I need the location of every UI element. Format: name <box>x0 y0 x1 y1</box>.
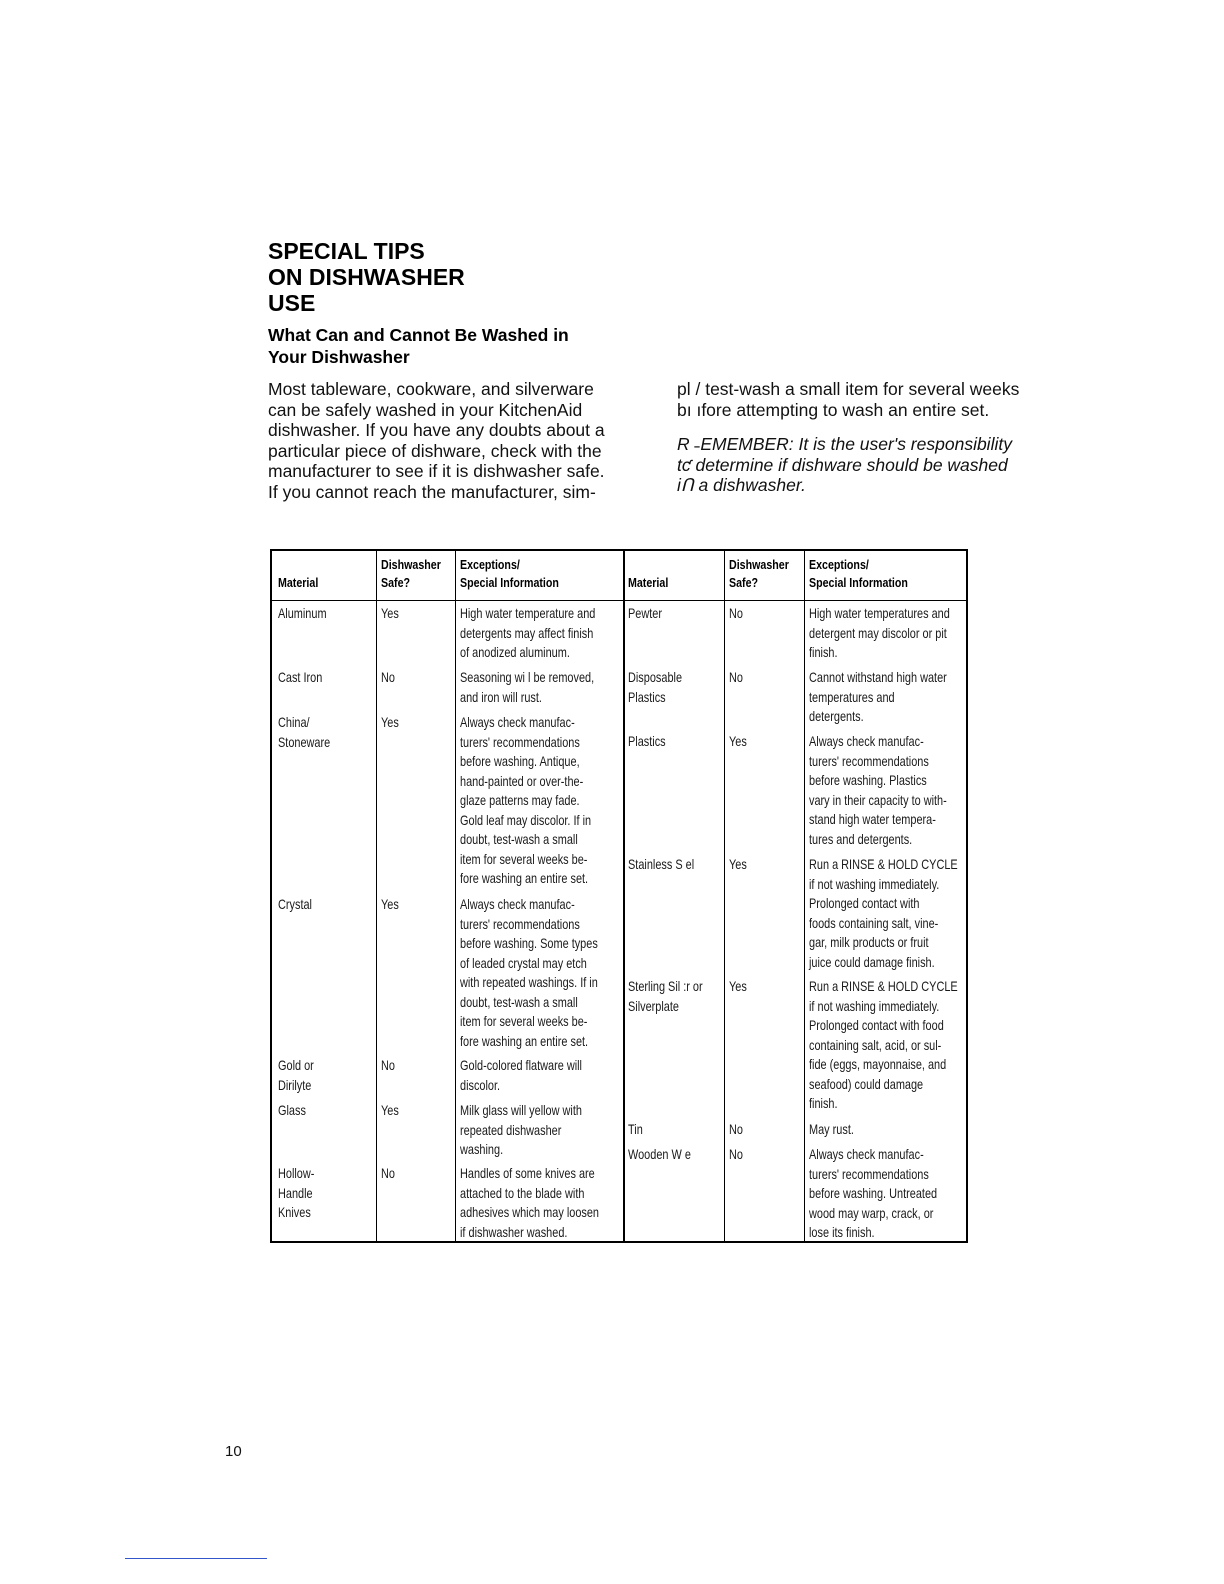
exceptions-cell-line: of anodized aluminum. <box>460 644 570 660</box>
intro-line: dishwasher. If you have any doubts about a <box>268 420 605 440</box>
material-cell-line: Plastics <box>628 733 666 749</box>
header-line: Dishwasher <box>729 557 789 572</box>
exceptions-cell-line: of leaded crystal may etch <box>460 954 587 971</box>
exceptions-cell-line: turers' recommendations <box>809 752 929 769</box>
exceptions-cell-line: if not washing immediately. <box>809 875 940 892</box>
material-cell <box>278 1101 306 1121</box>
material-cell-line: Pewter <box>628 605 662 621</box>
dishwasher-safe-cell: Yes <box>381 714 399 730</box>
column-divider <box>376 551 377 1241</box>
exceptions-cell-line: juice could damage finish. <box>809 953 935 970</box>
exceptions-cell <box>809 977 958 1114</box>
material-cell-line: Gold or <box>278 1057 314 1073</box>
exceptions-cell-line: detergents may affect finish <box>460 624 594 641</box>
exceptions-cell-line: seafood) could damage <box>809 1075 924 1092</box>
exceptions-cell-line: turers' recommendations <box>460 733 580 750</box>
exceptions-cell-line: fore washing an entire set. <box>460 1032 589 1049</box>
exceptions-cell <box>460 713 591 889</box>
exceptions-cell-line: May rust. <box>809 1121 854 1137</box>
material-cell <box>628 977 703 1016</box>
column-divider <box>724 551 725 1241</box>
exceptions-cell-line: Run a RINSE & HOLD CYCLE <box>809 978 958 994</box>
exceptions-cell-line: fide (eggs, mayonnaise, and <box>809 1056 947 1072</box>
dishwasher-safe-cell: No <box>381 1057 395 1073</box>
header-line: Special Information <box>460 575 559 590</box>
exceptions-cell-line: wood may warp, crack, or <box>809 1204 934 1221</box>
exceptions-cell-line: stand high water tempera- <box>809 811 936 827</box>
material-cell <box>628 604 662 624</box>
dishwasher-safe-cell: Yes <box>729 733 747 749</box>
remember-note <box>677 434 1077 496</box>
exceptions-cell-line: Run a RINSE & HOLD CYCLE <box>809 856 958 872</box>
material-cell <box>628 668 682 707</box>
page-title <box>268 238 608 316</box>
material-cell-line: Knives <box>278 1204 311 1220</box>
exceptions-cell <box>809 1145 937 1243</box>
intro-paragraph <box>268 379 658 502</box>
exceptions-cell-line: Gold leaf may discolor. If in <box>460 811 592 828</box>
exceptions-cell-line: Always check manufac- <box>809 1146 924 1162</box>
exceptions-cell-line: adhesives which may loosen <box>460 1204 600 1220</box>
exceptions-cell-line: hand-painted or over-the- <box>460 772 584 789</box>
material-cell-line: Handle <box>278 1184 313 1201</box>
exceptions-cell-line: detergents. <box>809 708 864 724</box>
page-title-line: SPECIAL TIPS <box>268 238 425 264</box>
header-line: Exceptions/ <box>460 557 520 572</box>
material-cell-line: Crystal <box>278 896 312 912</box>
exceptions-cell <box>460 604 595 663</box>
exceptions-cell-line: vary in their capacity to with- <box>809 791 947 808</box>
material-cell <box>628 1145 691 1165</box>
exceptions-cell-line: foods containing salt, vine- <box>809 914 939 931</box>
dishwasher-safe-cell: No <box>729 1146 743 1162</box>
remember-line: R ˗EMEMBER: It is the user's responsibility <box>677 434 1012 454</box>
remember-line: tƈ determine if dishware should be washed <box>677 454 1008 475</box>
material-cell <box>278 668 322 688</box>
exceptions-cell-line: Always check manufac- <box>809 733 924 749</box>
intro-line: If you cannot reach the manufacturer, sim- <box>268 481 596 502</box>
material-cell-line: Dirilyte <box>278 1076 312 1093</box>
header-line: Special Information <box>809 575 908 590</box>
exceptions-cell <box>809 1120 854 1140</box>
exceptions-cell-line: item for several weeks be- <box>460 1013 588 1029</box>
dishwasher-safe-cell: No <box>729 669 743 685</box>
header-material: Material <box>628 575 669 590</box>
exceptions-cell-line: Gold-colored flatware will <box>460 1057 582 1073</box>
material-cell-line: Stainless S el <box>628 856 695 872</box>
exceptions-cell <box>460 1101 582 1160</box>
exceptions-cell-line: gar, milk products or fruit <box>809 934 929 950</box>
intro-line: can be safely washed in your KitchenAid <box>268 399 583 420</box>
material-cell-line: Tin <box>628 1121 643 1137</box>
column-divider <box>804 551 805 1241</box>
exceptions-cell-line: and iron will rust. <box>460 688 542 705</box>
material-cell-line: Cast Iron <box>278 669 323 685</box>
dishwasher-safe-cell: Yes <box>381 896 399 912</box>
exceptions-cell-line: Milk glass will yellow with <box>460 1102 582 1118</box>
subheading-line: Your Dishwasher <box>268 347 410 367</box>
exceptions-cell-line: with repeated washings. If in <box>460 974 598 990</box>
exceptions-cell-line: lose its finish. <box>809 1224 875 1240</box>
material-cell <box>628 732 666 752</box>
section-subheading <box>268 324 648 368</box>
exceptions-cell-line: finish. <box>809 644 838 660</box>
header-line: Dishwasher <box>381 557 441 572</box>
header-material: Material <box>278 575 319 590</box>
dishwasher-safe-cell: Yes <box>729 856 747 872</box>
material-cell <box>278 604 327 624</box>
exceptions-cell-line: Handles of some knives are <box>460 1165 595 1181</box>
exceptions-cell-line: detergent may discolor or pit <box>809 624 947 641</box>
exceptions-cell-line: item for several weeks be- <box>460 850 588 867</box>
intro-line: particular piece of dishware, check with the <box>268 440 602 461</box>
subheading-line: What Can and Cannot Be Washed in <box>268 325 569 345</box>
exceptions-cell-line: before washing. Some types <box>460 935 598 951</box>
exceptions-cell <box>460 1056 582 1095</box>
material-cell-line: China/ <box>278 714 310 730</box>
exceptions-cell-line: fore washing an entire set. <box>460 870 589 886</box>
exceptions-cell-line: Always check manufac- <box>460 714 575 730</box>
column-divider <box>455 551 456 1241</box>
header-line: Exceptions/ <box>809 557 869 572</box>
exceptions-cell-line: if not washing immediately. <box>809 997 940 1014</box>
header-dishwasher-safe <box>381 556 441 592</box>
exceptions-cell-line: High water temperature and <box>460 605 596 621</box>
dishwasher-safe-cell: No <box>381 1165 395 1181</box>
exceptions-cell-line: Cannot withstand high water <box>809 669 947 685</box>
exceptions-cell-line: Seasoning wi l be removed, <box>460 669 595 685</box>
intro-line: pl / test-wash a small item for several weeks <box>677 379 1020 399</box>
exceptions-cell-line: containing salt, acid, or sul- <box>809 1036 942 1053</box>
header-divider <box>272 600 966 601</box>
material-cell <box>278 1164 314 1223</box>
footer-rule <box>125 1558 267 1559</box>
exceptions-cell-line: glaze patterns may fade. <box>460 792 580 808</box>
material-cell <box>278 1056 314 1095</box>
header-line: Safe? <box>729 575 759 590</box>
page-title-line: USE <box>268 290 316 316</box>
intro-line: bı ıfore attempting to wash an entire set. <box>677 399 990 420</box>
exceptions-cell <box>809 668 947 727</box>
material-cell <box>278 895 312 915</box>
page-number: 10 <box>225 1443 242 1460</box>
column-divider <box>623 551 625 1241</box>
dishwasher-safe-cell: Yes <box>381 1102 399 1118</box>
exceptions-cell <box>460 895 598 1051</box>
material-cell-line: Glass <box>278 1102 306 1118</box>
dishwasher-safe-cell: Yes <box>729 978 747 994</box>
exceptions-cell-line: repeated dishwasher <box>460 1121 562 1138</box>
exceptions-cell-line: attached to the blade with <box>460 1184 585 1201</box>
exceptions-cell-line: Prolonged contact with food <box>809 1017 944 1033</box>
header-exceptions <box>809 556 908 592</box>
material-cell-line: Sterling Sil :r or <box>628 978 703 994</box>
material-cell <box>628 1120 643 1140</box>
exceptions-cell-line: discolor. <box>460 1076 501 1093</box>
material-cell <box>628 855 694 875</box>
exceptions-cell-line: washing. <box>460 1141 504 1157</box>
material-cell-line: Silverplate <box>628 997 679 1014</box>
header-dishwasher-safe <box>729 556 789 592</box>
exceptions-cell-line: before washing. Antique, <box>460 753 580 769</box>
material-cell-line: Wooden W e <box>628 1146 691 1162</box>
exceptions-cell-line: before washing. Untreated <box>809 1185 938 1201</box>
header-line: Safe? <box>381 575 411 590</box>
exceptions-cell-line: doubt, test-wash a small <box>460 993 578 1010</box>
exceptions-cell <box>460 668 594 707</box>
dishware-table <box>270 549 968 1243</box>
material-cell-line: Disposable <box>628 669 683 685</box>
intro-line: manufacturer to see if it is dishwasher safe. <box>268 461 605 481</box>
exceptions-cell <box>809 855 958 972</box>
dishwasher-safe-cell: No <box>729 1121 743 1137</box>
page-title-line: ON DISHWASHER <box>268 264 465 290</box>
material-cell-line: Plastics <box>628 688 666 705</box>
exceptions-cell-line: turers' recommendations <box>460 915 580 932</box>
exceptions-cell <box>460 1164 599 1242</box>
exceptions-cell-line: turers' recommendations <box>809 1165 929 1182</box>
exceptions-cell-line: if dishwasher washed. <box>460 1223 568 1240</box>
exceptions-cell-line: Always check manufac- <box>460 896 575 912</box>
material-cell-line: Stoneware <box>278 733 331 750</box>
exceptions-cell <box>809 732 947 849</box>
intro-continued <box>677 379 1077 420</box>
exceptions-cell <box>809 604 950 663</box>
exceptions-cell-line: before washing. Plastics <box>809 772 927 788</box>
material-cell-line: Aluminum <box>278 605 327 621</box>
exceptions-cell-line: Prolonged contact with <box>809 895 920 911</box>
exceptions-cell-line: temperatures and <box>809 688 895 705</box>
remember-line: iՈ a dishwasher. <box>677 475 806 495</box>
header-exceptions <box>460 556 559 592</box>
exceptions-cell-line: doubt, test-wash a small <box>460 831 578 847</box>
exceptions-cell-line: finish. <box>809 1095 838 1111</box>
material-cell <box>278 713 330 752</box>
material-cell-line: Hollow- <box>278 1165 315 1181</box>
exceptions-cell-line: tures and detergents. <box>809 830 913 847</box>
dishwasher-safe-cell: No <box>381 669 395 685</box>
intro-line: Most tableware, cookware, and silverware <box>268 379 594 399</box>
dishwasher-safe-cell: No <box>729 605 743 621</box>
dishwasher-safe-cell: Yes <box>381 605 399 621</box>
exceptions-cell-line: High water temperatures and <box>809 605 950 621</box>
